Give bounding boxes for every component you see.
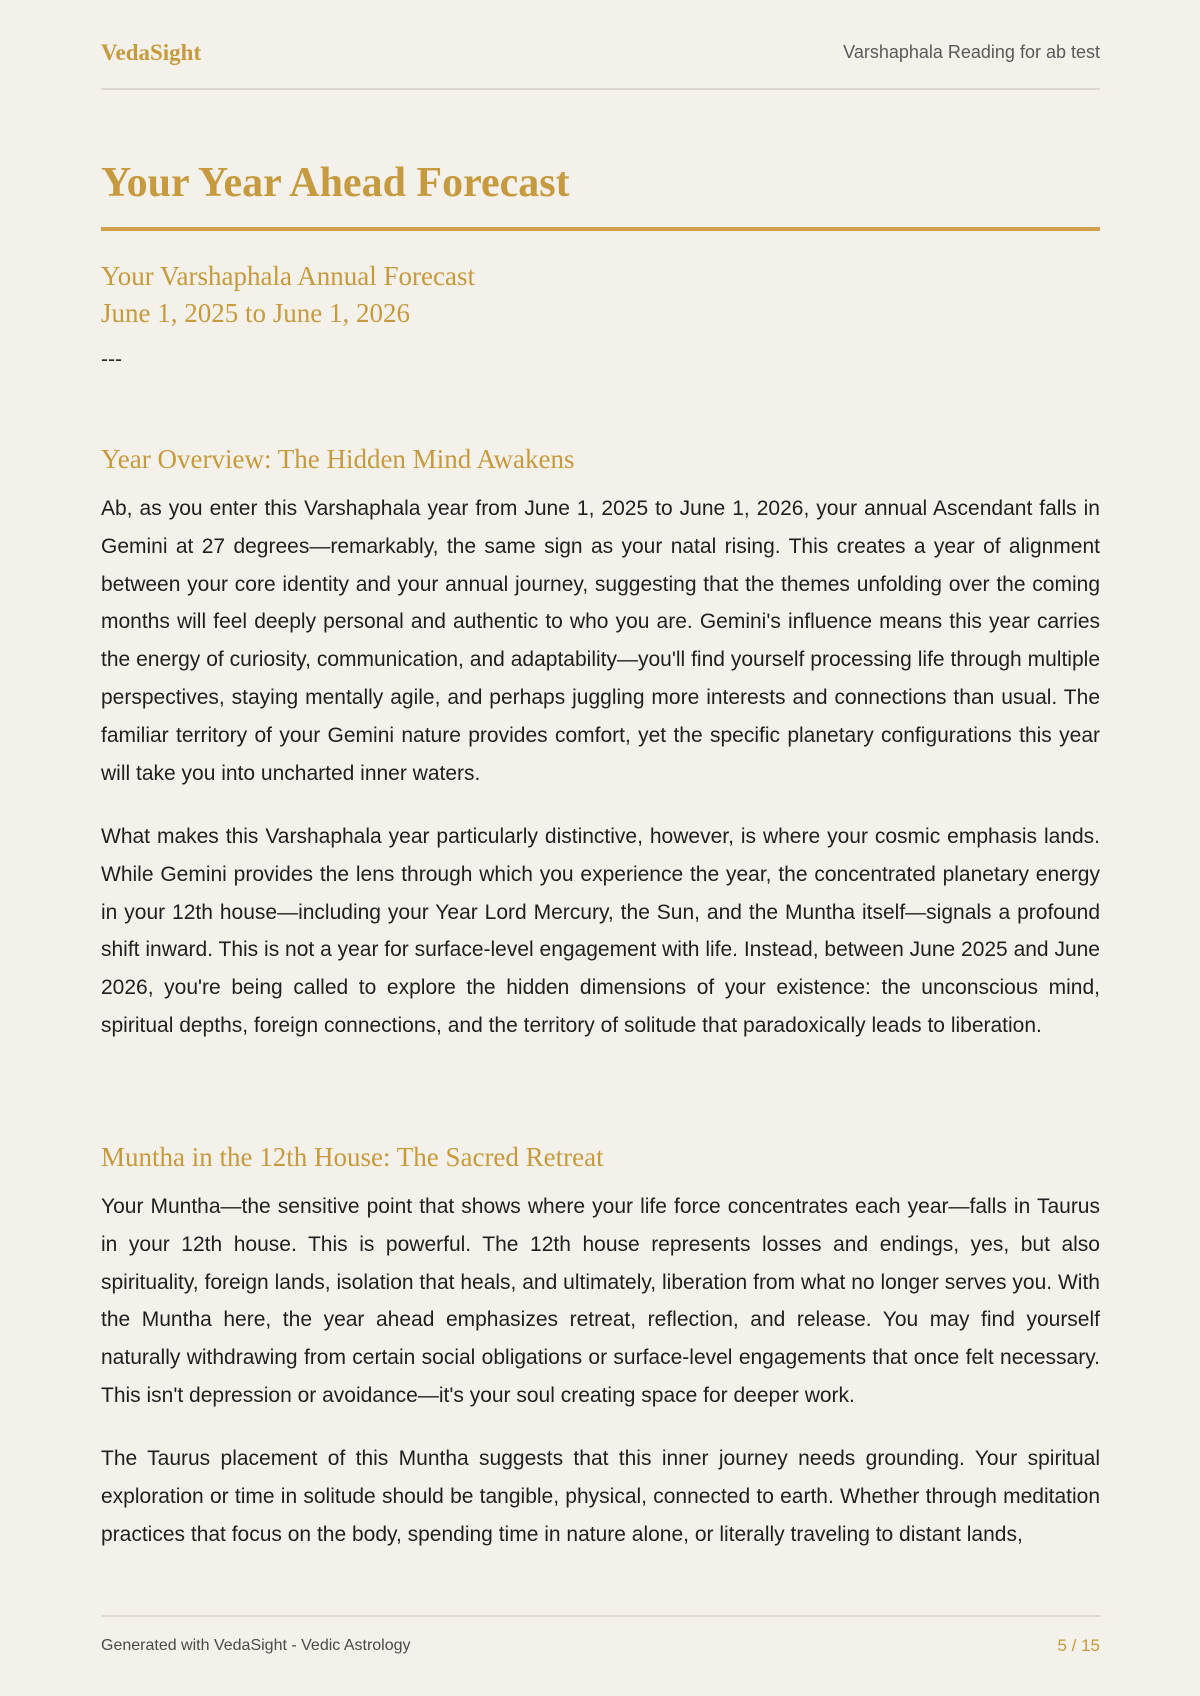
page-title: Your Year Ahead Forecast bbox=[101, 160, 570, 206]
page-header bbox=[101, 38, 1100, 90]
title-divider bbox=[101, 227, 1100, 231]
paragraph: Ab, as you enter this Varshaphala year from June 1, 2025 to June 1, 2026, your annual Ascendant falls in Gemini at 27 degrees—remarkably, the same sign as your natal rising. This creates a year of alignment between your core identity and your annual journey, suggesting that the themes unfolding over the coming months will feel deeply personal and authentic to who you are. Gemini's influence means this year carries the energy of curiosity, communication, and adaptability—you'll find yourself processing life through multiple perspectives, staying mentally agile, and perhaps juggling more interests and connections than usual. The familiar territory of your Gemini nature provides comfort, yet the specific planetary configurations this year will take you into uncharted inner waters. bbox=[101, 497, 1100, 785]
paragraph: Your Muntha—the sensitive point that shows where your life force concentrates each year—falls in Taurus in your 12th house. This is powerful. The 12th house represents losses and endings, yes, but also spirituality, foreign lands, isolation that heals, and ultimately, liberation from what no longer serves you. With the Muntha here, the year ahead emphasizes retreat, reflection, and release. You may find yourself naturally withdrawing from certain social obligations or surface-level engagements that once felt necessary. This isn't depression or avoidance—it's your soul creating space for deeper work. bbox=[101, 1195, 1100, 1407]
section-heading-year-overview: Year Overview: The Hidden Mind Awakens bbox=[101, 444, 575, 474]
paragraph: The Taurus placement of this Muntha suggests that this inner journey needs grounding. Your spiritual exploration or time in solitude should be tangible, physical, connected to earth. Whether through meditation practices that focus on the body, spending time in nature alone, or literally traveling to distant lands, bbox=[101, 1447, 1100, 1546]
separator-text: --- bbox=[101, 348, 122, 371]
page-footer bbox=[101, 1615, 1100, 1657]
footer-generator-text: Generated with VedaSight - Vedic Astrology bbox=[101, 1637, 411, 1654]
document-page bbox=[101, 0, 1100, 1696]
brand-logo-text: VedaSight bbox=[101, 40, 202, 65]
paragraph: What makes this Varshaphala year particularly distinctive, however, is where your cosmic emphasis lands. While Gemini provides the lens through which you experience the year, the concentrated planetary energy in your 12th house—including your Year Lord Mercury, the Sun, and the Muntha itself—signals a profound shift inward. This is not a year for surface-level engagement with life. Instead, between June 2025 and June 2026, you're being called to explore the hidden dimensions of your existence: the unconscious mind, spiritual depths, foreign connections, and the territory of solitude that paradoxically leads to liberation. bbox=[101, 825, 1100, 1037]
forecast-subtitle bbox=[101, 258, 475, 332]
page-number: 5 / 15 bbox=[1057, 1636, 1100, 1655]
document-title: Varshaphala Reading for ab test bbox=[843, 42, 1100, 62]
subtitle-line-2: June 1, 2025 to June 1, 2026 bbox=[101, 298, 410, 328]
section-heading-muntha: Muntha in the 12th House: The Sacred Retreat bbox=[101, 1142, 604, 1172]
subtitle-line-1: Your Varshaphala Annual Forecast bbox=[101, 261, 475, 291]
